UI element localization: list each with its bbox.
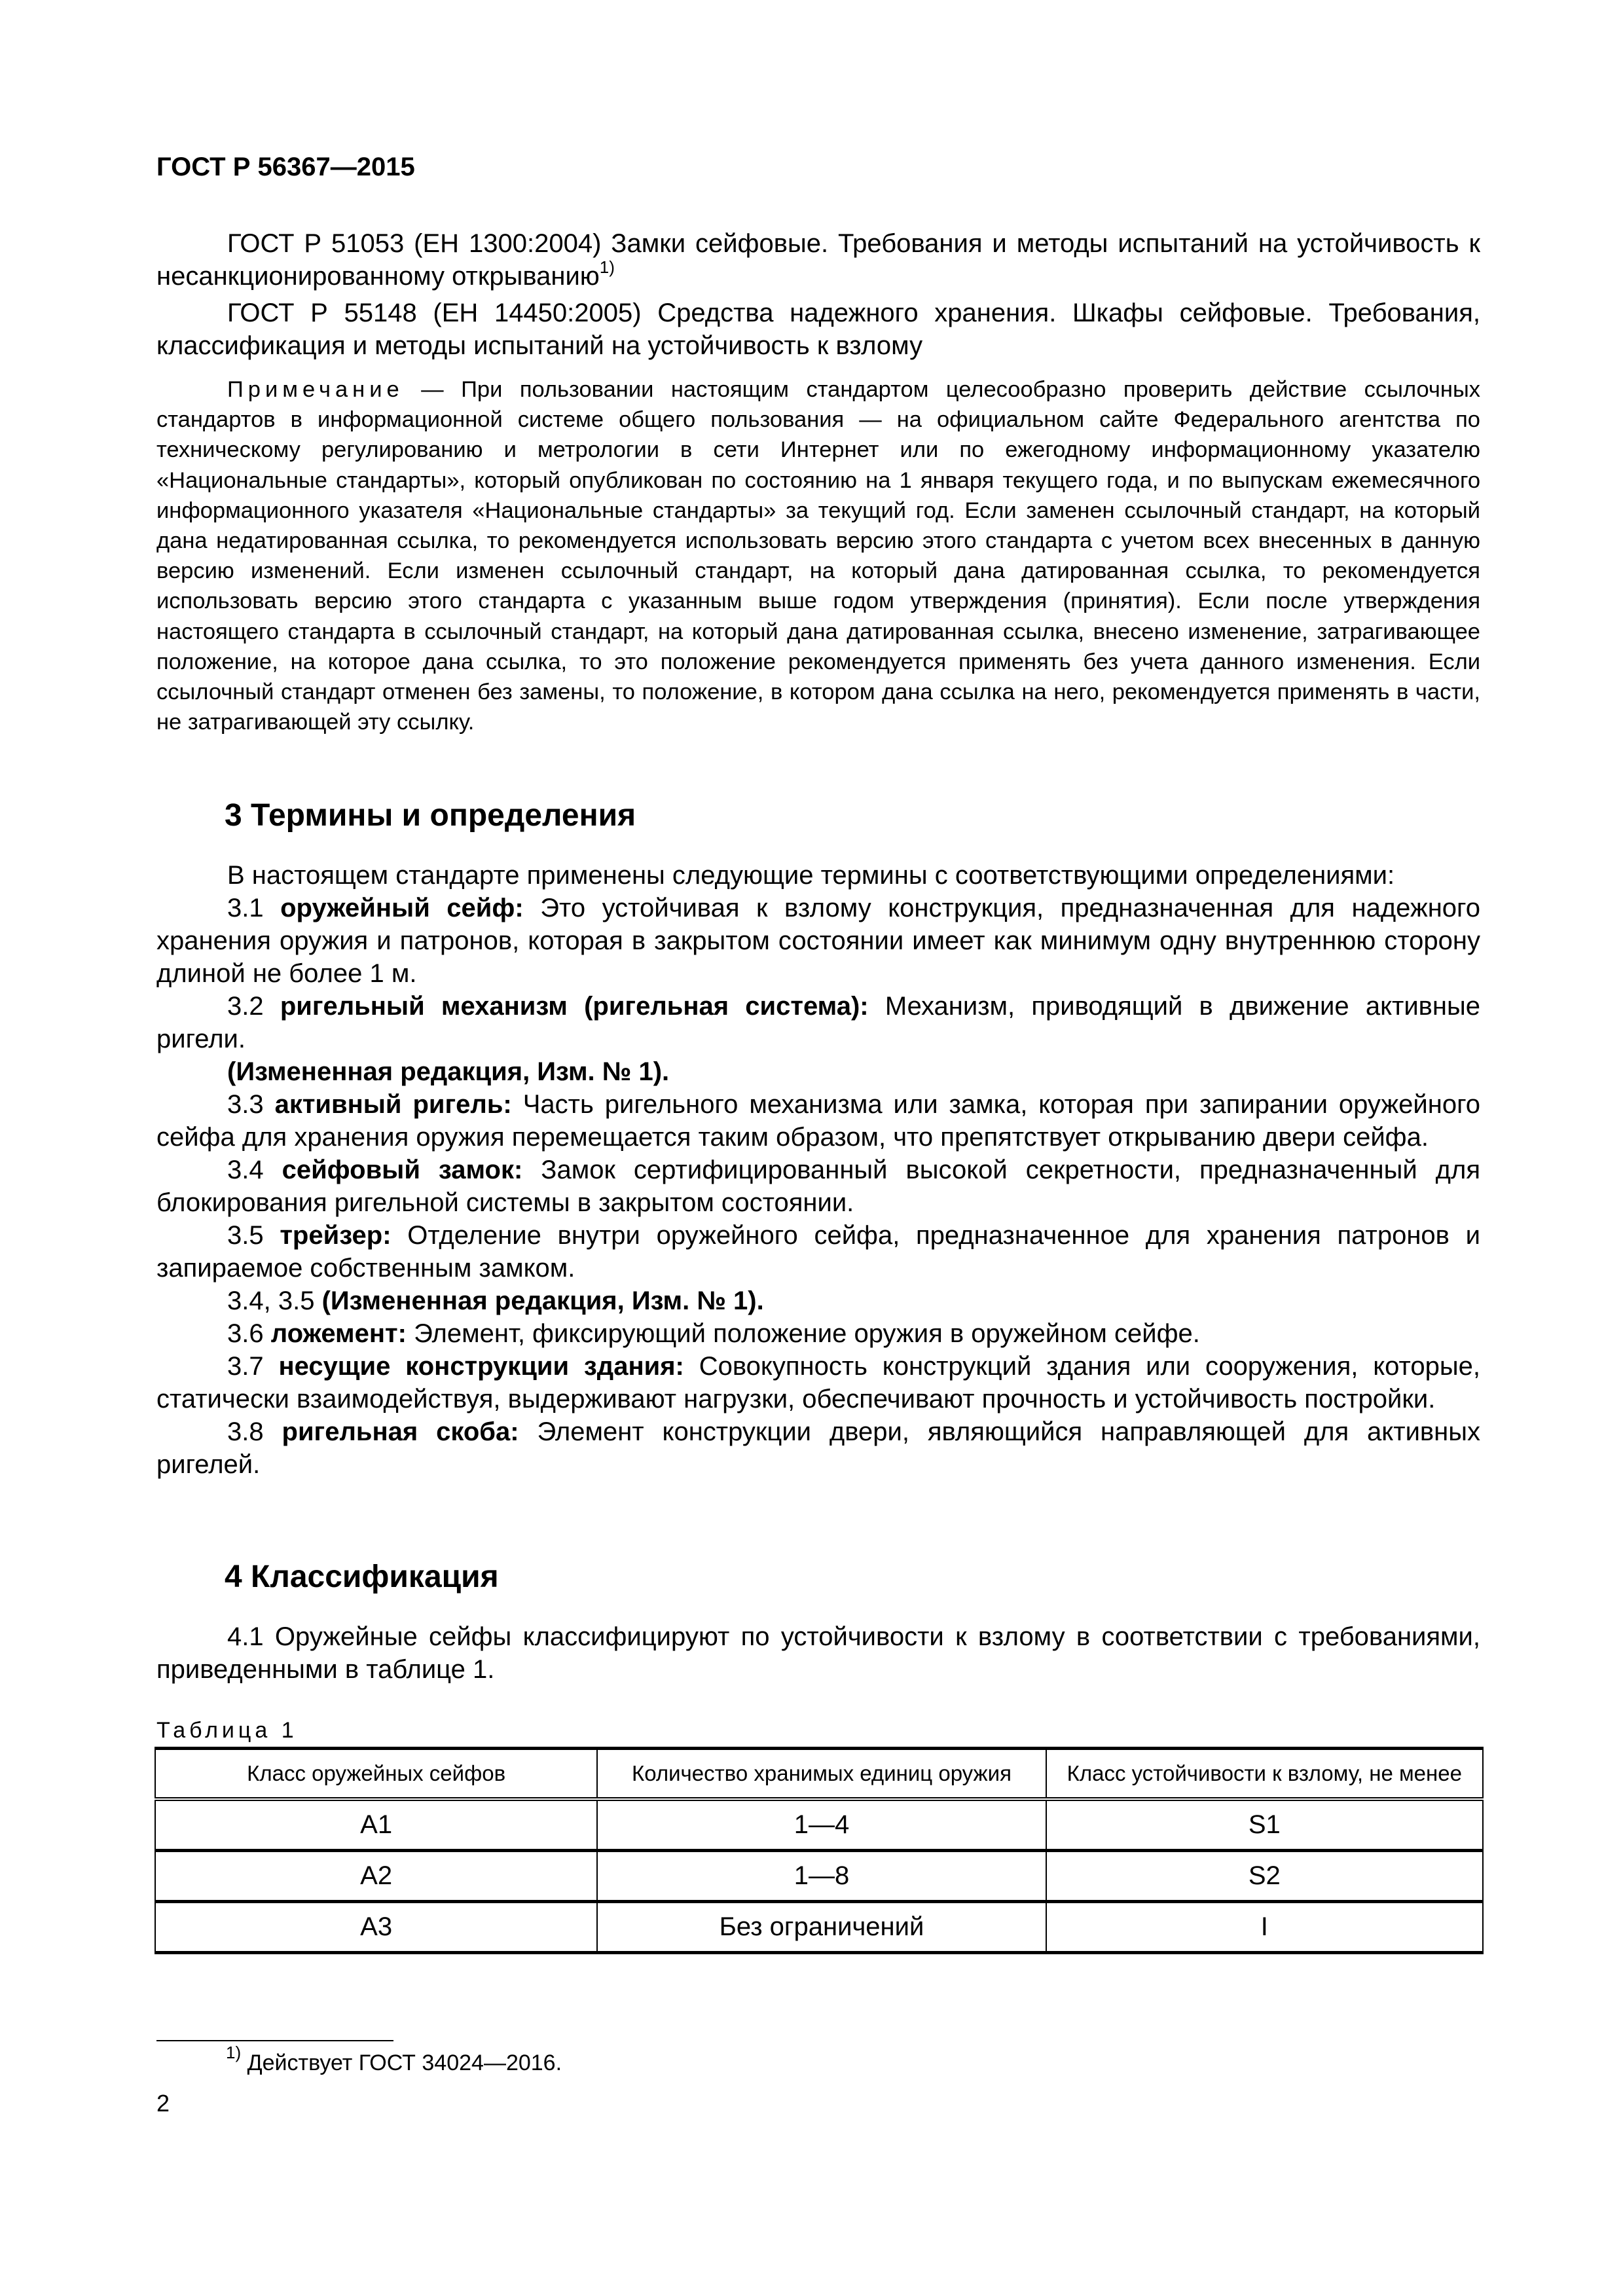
term-text: Отделение внутри оружейного сейфа, предназначенное для хранения патронов и запираемое собственным замком. bbox=[156, 1221, 1480, 1283]
normative-references bbox=[156, 227, 1480, 362]
table-header: Количество хранимых единиц оружия bbox=[597, 1749, 1046, 1800]
term-name: сейфовый замок: bbox=[282, 1156, 523, 1184]
table-cell: A2 bbox=[155, 1851, 597, 1902]
term-number: 3.4 bbox=[227, 1156, 282, 1184]
term-definition bbox=[156, 1055, 1480, 1088]
section-4-body bbox=[156, 1620, 1480, 1686]
term-name: трейзер: bbox=[280, 1221, 392, 1250]
section-3-intro: В настоящем стандарте применены следующие термины с соответствующими определениями: bbox=[227, 861, 1395, 890]
reference-text: ГОСТ Р 51053 (ЕН 1300:2004) Замки сейфовые. Требования и методы испытаний на устойчивость к несанкционированному открыванию bbox=[156, 229, 1480, 291]
term-text: Часть ригельного механизма или замка, которая при запирании оружейного сейфа для хранения оружия перемещается таким образом, что препятствует открыванию двери сейфа. bbox=[156, 1090, 1481, 1152]
term-definition bbox=[156, 1415, 1480, 1481]
note-text: — При пользовании настоящим стандартом целесообразно проверить действие ссылочных стандартов в информационной системе общего пользования — на официальном сайте Федерального агентства по техническому регулированию и метрологии в сети Интернет или по ежегодному информационному указателю «Национальные стандарты», который опубликован по состоянию на 1 января текущего года, и по выпускам ежемесячного информационного указателя «Национальные стандарты» за текущий год. Если заменен ссылочный стандарт, на который дана недатированная ссылка, то рекомендуется использовать версию этого стандарта с учетом всех внесенных в данную версию изменений. Если изменен ссылочный стандарт, на который дана датированная ссылка, то рекомендуется использовать версию этого стандарта с указанным выше годом утверждения (принятия). Если после утверждения настоящего стандарта в ссылочный стандарт, на который дана датированная ссылка, внесено изменение, затрагивающее положение, на которое дана ссылка, то это положение рекомендуется применять без учета данного изменения. Если ссылочный стандарт отменен без замены, то положение, в котором дана ссылка на него, рекомендуется применять в части, не затрагивающей эту ссылку. bbox=[156, 377, 1480, 735]
note-label: Примечание bbox=[227, 377, 404, 402]
term-definition bbox=[156, 892, 1480, 990]
table-cell: A1 bbox=[155, 1799, 597, 1851]
section-3-body bbox=[156, 859, 1480, 1481]
term-definition bbox=[156, 1317, 1480, 1350]
table-row bbox=[155, 1851, 1483, 1902]
footnote bbox=[226, 2043, 1550, 2078]
classification-table bbox=[155, 1747, 1484, 1954]
term-number: 3.1 bbox=[227, 894, 281, 922]
section-4-heading: 4 Классификация bbox=[225, 1559, 499, 1594]
term-number: 3.4, 3.5 bbox=[227, 1286, 322, 1315]
term-text: Механизм, приводящий в движение активные ригели. bbox=[156, 992, 1481, 1053]
table-caption: Таблица 1 bbox=[156, 1718, 298, 1743]
term-number: 3.5 bbox=[227, 1221, 280, 1250]
term-definition bbox=[156, 1088, 1480, 1154]
term-number: 3.6 bbox=[227, 1319, 271, 1348]
document-header: ГОСТ Р 56367—2015 bbox=[156, 153, 415, 181]
term-name: (Измененная редакция, Изм. № 1). bbox=[321, 1286, 764, 1315]
term-text: Замок сертифицированный высокой секретности, предназначенный для блокирования ригельной системы в закрытом состоянии. bbox=[156, 1156, 1480, 1217]
table-cell: 1—8 bbox=[597, 1851, 1046, 1902]
term-definition bbox=[156, 990, 1480, 1055]
section-4-text: 4.1 Оружейные сейфы классифицируют по устойчивости к взлому в соответствии с требованиями, приведенными в таблице 1. bbox=[156, 1622, 1480, 1684]
term-definition bbox=[156, 1219, 1480, 1285]
table-header: Класс устойчивости к взлому, не менее bbox=[1046, 1749, 1483, 1800]
term-text: Совокупность конструкций здания или сооружения, которые, статически взаимодействуя, выдерживают нагрузки, обеспечивают прочность и устойчивость постройки. bbox=[156, 1352, 1480, 1413]
page-number: 2 bbox=[156, 2090, 170, 2117]
footnote-mark: 1) bbox=[599, 257, 615, 277]
term-number: 3.3 bbox=[227, 1090, 275, 1119]
term-name: (Измененная редакция, Изм. № 1). bbox=[227, 1057, 670, 1086]
term-definition bbox=[156, 1350, 1480, 1415]
reference-item bbox=[156, 227, 1480, 293]
term-text: Это устойчивая к взлому конструкция, предназначенная для надежного хранения оружия и патронов, которая в закрытом состоянии имеет как минимум одну внутреннюю сторону длиной не более 1 м. bbox=[156, 894, 1481, 988]
table-header: Класс оружейных сейфов bbox=[155, 1749, 597, 1800]
term-name: оружейный сейф: bbox=[280, 894, 524, 922]
term-name: несущие конструкции здания: bbox=[278, 1352, 684, 1381]
term-name: ригельный механизм (ригельная система): bbox=[280, 992, 869, 1021]
table-cell: 1—4 bbox=[597, 1799, 1046, 1851]
table-cell: S2 bbox=[1046, 1851, 1483, 1902]
footnote-text: Действует ГОСТ 34024—2016. bbox=[241, 2050, 562, 2075]
term-name: активный ригель: bbox=[274, 1090, 512, 1119]
note-block bbox=[156, 374, 1480, 737]
term-name: ригельная скоба: bbox=[282, 1417, 519, 1446]
footnote-mark: 1) bbox=[226, 2043, 242, 2062]
footnote-divider bbox=[156, 2040, 393, 2041]
reference-item bbox=[156, 297, 1480, 362]
term-number: 3.7 bbox=[227, 1352, 279, 1381]
term-definition bbox=[156, 1285, 1480, 1317]
table-cell: I bbox=[1046, 1902, 1483, 1953]
term-number: 3.8 bbox=[227, 1417, 282, 1446]
table-cell: S1 bbox=[1046, 1799, 1483, 1851]
table-row bbox=[155, 1902, 1483, 1953]
reference-text: ГОСТ Р 55148 (ЕН 14450:2005) Средства надежного хранения. Шкафы сейфовые. Требования, классификация и методы испытаний на устойчивость к взлому bbox=[156, 299, 1480, 360]
term-name: ложемент: bbox=[270, 1319, 407, 1348]
term-definition bbox=[156, 1154, 1480, 1219]
table-row bbox=[155, 1799, 1483, 1851]
table-cell: A3 bbox=[155, 1902, 597, 1953]
section-3-heading: 3 Термины и определения bbox=[225, 798, 636, 833]
table-cell: Без ограничений bbox=[597, 1902, 1046, 1953]
term-text: Элемент, фиксирующий положение оружия в оружейном сейфе. bbox=[406, 1319, 1200, 1348]
term-text: Элемент конструкции двери, являющийся направляющей для активных ригелей. bbox=[156, 1417, 1481, 1479]
term-number: 3.2 bbox=[227, 992, 280, 1021]
